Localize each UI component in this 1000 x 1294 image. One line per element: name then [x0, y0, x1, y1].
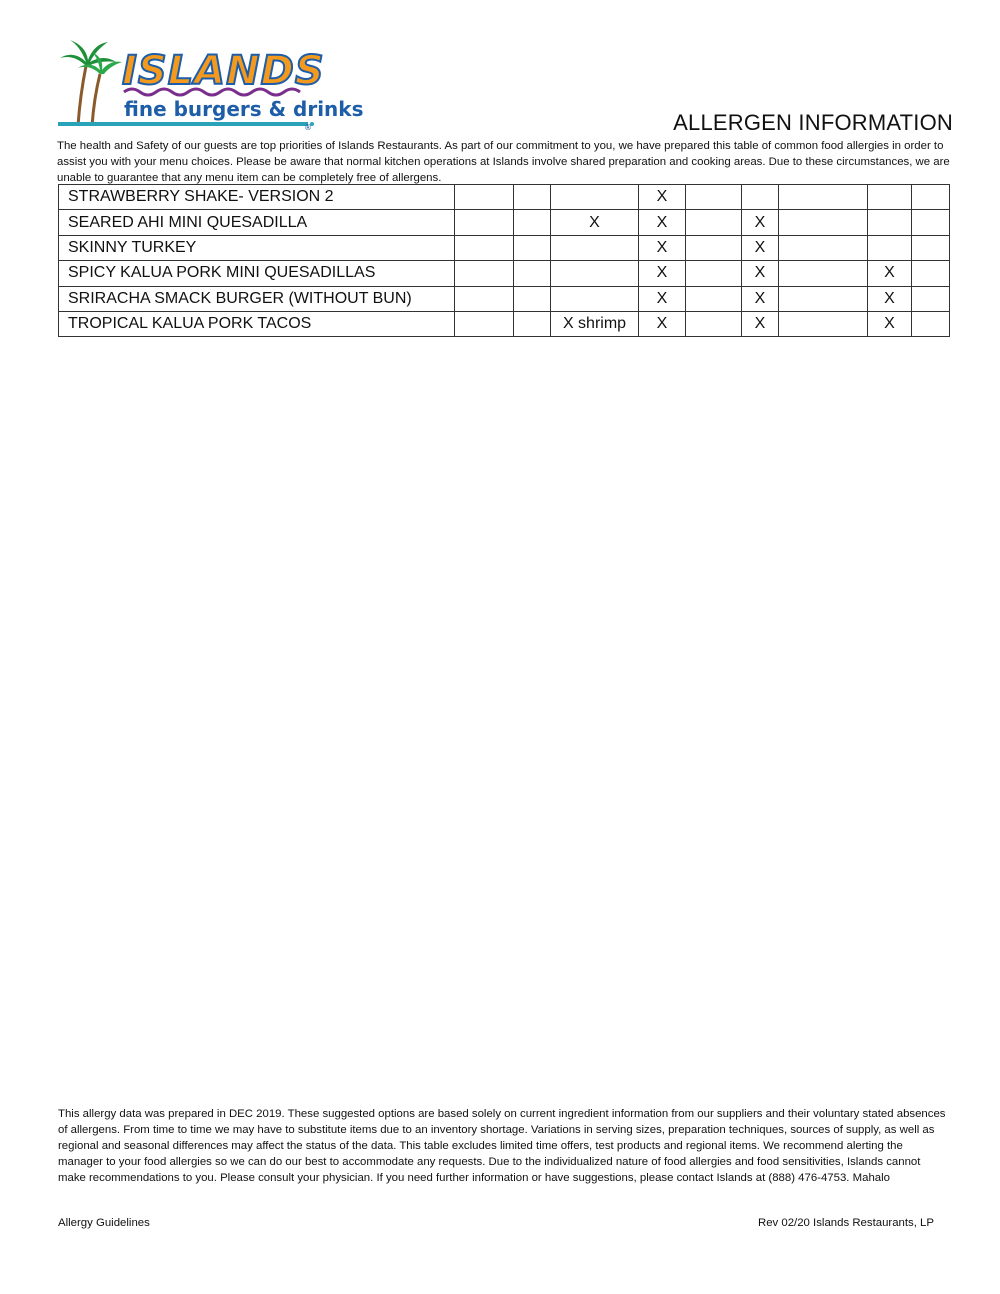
- menu-item-name: SRIRACHA SMACK BURGER (WITHOUT BUN): [59, 286, 455, 311]
- allergen-cell: [912, 210, 950, 235]
- allergen-cell: X: [639, 311, 686, 336]
- allergen-cell: [779, 210, 868, 235]
- allergen-cell: [912, 286, 950, 311]
- allergen-cell: X: [639, 286, 686, 311]
- allergen-cell: X: [742, 261, 779, 286]
- allergen-cell: [514, 210, 551, 235]
- islands-logo: [56, 36, 364, 132]
- allergen-cell: [455, 286, 514, 311]
- table-row: [59, 185, 950, 210]
- allergen-cell: [686, 286, 742, 311]
- allergen-cell: X: [742, 235, 779, 260]
- allergen-cell: X: [868, 286, 912, 311]
- allergen-cell: [686, 235, 742, 260]
- table-row: [59, 311, 950, 336]
- logo-tagline-text: fine burgers & drinks: [124, 97, 364, 121]
- allergen-cell: [514, 311, 551, 336]
- allergen-cell: [686, 210, 742, 235]
- allergen-cell: [551, 235, 639, 260]
- allergen-table: [58, 184, 950, 337]
- allergen-cell: X shrimp: [551, 311, 639, 336]
- allergen-cell: X: [742, 210, 779, 235]
- table-row: [59, 235, 950, 260]
- allergen-cell: X: [639, 185, 686, 210]
- disclaimer-paragraph: This allergy data was prepared in DEC 2019. These suggested options are based solely on current ingredient information from our suppliers and their voluntary stated absences of allergens. From time to time we may have to substitute items due to an inventory shortage. Variations in serving sizes, preparation techniques, sources of supply, as well as regional and seasonal differences may affect the status of the data. This table excludes limited time offers, test products and regional items. We recommend alerting the manager to your food allergies so we can do our best to accommodate any requests. Due to the individualized nature of food allergies and food sensitivities, Islands cannot make recommendations to you. Please consult your physician. If you need further information or have suggestions, please contact Islands at (888) 476-4753. Mahalo: [58, 1108, 946, 1184]
- allergen-cell: [912, 235, 950, 260]
- footer-label-right: Rev 02/20 Islands Restaurants, LP: [757, 1217, 934, 1229]
- menu-item-name: STRAWBERRY SHAKE- VERSION 2: [59, 185, 455, 210]
- allergen-cell: [912, 311, 950, 336]
- allergen-cell: [514, 261, 551, 286]
- intro-paragraph: The health and Safety of our guests are top priorities of Islands Restaurants. As part of our commitment to you, we have prepared this table of common food allergies in order to assist you with your menu choices. Please be aware that normal kitchen operations at Islands involve shared preparation and cooking areas. Due to these circumstances, we are unable to guarantee that any menu item can be completely free of allergens.: [57, 140, 950, 184]
- allergen-cell: [551, 185, 639, 210]
- allergen-cell: [779, 286, 868, 311]
- allergen-cell: X: [639, 235, 686, 260]
- allergen-cell: [551, 261, 639, 286]
- allergen-cell: [912, 261, 950, 286]
- table-row: [59, 261, 950, 286]
- allergen-cell: X: [742, 286, 779, 311]
- allergen-cell: [868, 185, 912, 210]
- logo-registered-mark: ®: [304, 123, 312, 132]
- page-title: ALLERGEN INFORMATION: [673, 110, 953, 135]
- allergen-cell: [514, 286, 551, 311]
- allergen-cell: [686, 261, 742, 286]
- allergen-cell: [514, 235, 551, 260]
- allergen-cell: X: [868, 311, 912, 336]
- allergen-cell: [455, 235, 514, 260]
- allergen-cell: [686, 185, 742, 210]
- allergen-cell: [912, 185, 950, 210]
- footer-label-left: Allergy Guidelines: [58, 1217, 150, 1229]
- allergen-cell: [779, 235, 868, 260]
- allergen-cell: [455, 311, 514, 336]
- allergen-cell: X: [551, 210, 639, 235]
- allergen-cell: [779, 185, 868, 210]
- allergen-cell: X: [742, 311, 779, 336]
- allergen-cell: [779, 311, 868, 336]
- palm-tree-icon: [56, 36, 364, 132]
- allergen-cell: [868, 210, 912, 235]
- table-row: [59, 210, 950, 235]
- allergen-cell: X: [868, 261, 912, 286]
- menu-item-name: TROPICAL KALUA PORK TACOS: [59, 311, 455, 336]
- allergen-cell: [742, 185, 779, 210]
- allergen-cell: [551, 286, 639, 311]
- allergen-cell: [455, 185, 514, 210]
- allergen-cell: X: [639, 210, 686, 235]
- allergen-cell: X: [639, 261, 686, 286]
- allergen-cell: [455, 261, 514, 286]
- allergen-cell: [514, 185, 551, 210]
- logo-brand-text: ISLANDS: [122, 48, 325, 94]
- allergen-cell: [779, 261, 868, 286]
- allergen-cell: [686, 311, 742, 336]
- menu-item-name: SKINNY TURKEY: [59, 235, 455, 260]
- allergen-cell: [868, 235, 912, 260]
- menu-item-name: SEARED AHI MINI QUESADILLA: [59, 210, 455, 235]
- table-row: [59, 286, 950, 311]
- allergen-cell: [455, 210, 514, 235]
- menu-item-name: SPICY KALUA PORK MINI QUESADILLAS: [59, 261, 455, 286]
